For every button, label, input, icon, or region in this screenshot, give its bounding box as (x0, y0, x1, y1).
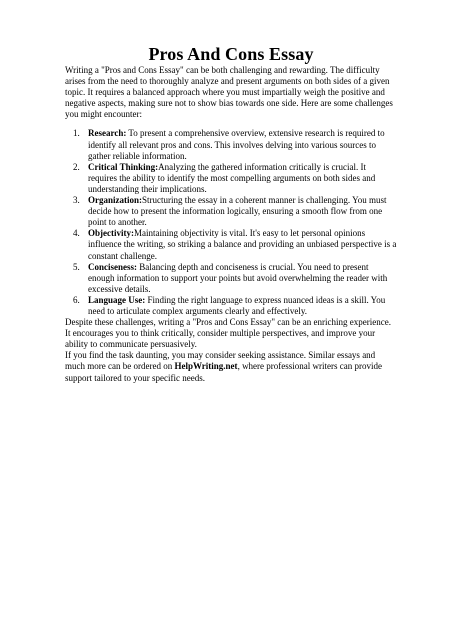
list-item (65, 295, 397, 317)
list-item-number: 1. (73, 128, 80, 139)
intro-paragraph: Writing a "Pros and Cons Essay" can be both challenging and rewarding. The difficulty arises from the need to thoroughly analyze and present arguments on both sides of a given topic. It requires a balanced approach where you must impartially weigh the positive and negative aspects, making sure not to show bias towards one side. Here are some challenges you might encounter: (65, 65, 393, 120)
list-item (65, 228, 397, 261)
list-item-text: To present a comprehensive overview, extensive research is required to identify all relevant pros and cons. This involves delving into various sources to gather reliable information. (88, 128, 385, 161)
list-item-text: Balancing depth and conciseness is crucial. You need to present enough information to support your points but avoid overwhelming the reader with excessive details. (88, 261, 388, 294)
assistance-text-after: , where professional writers can provide support tailored to your specific needs. (65, 361, 383, 383)
list-item (65, 195, 397, 228)
list-item-text: Analyzing the gathered information critically is crucial. It requires the ability to identify the most compelling arguments on both sides and understanding their implications. (88, 161, 376, 194)
list-item-term: Critical Thinking: (88, 161, 159, 172)
closing-paragraph: Despite these challenges, writing a "Pros and Cons Essay" can be an enriching experience. It encourages you to think critically, consider multiple perspectives, and improve your ability to communicate persuasively. (65, 317, 391, 350)
list-item-number: 6. (73, 294, 80, 305)
list-item-term: Organization: (88, 195, 142, 206)
list-item-number: 4. (73, 228, 80, 239)
list-item-text: Maintaining objectivity is vital. It's easy to let personal opinions influence the writing, so striking a balance and providing an unbiased perspective is a constant challenge. (88, 228, 397, 261)
list-item (65, 262, 397, 295)
list-item (65, 162, 397, 195)
helpwriting-link[interactable]: HelpWriting.net (174, 361, 238, 372)
list-item-term: Objectivity: (88, 228, 134, 239)
assistance-paragraph (65, 350, 397, 383)
list-item-term: Conciseness: (88, 261, 137, 272)
list-item (65, 128, 397, 161)
list-item-number: 3. (73, 195, 80, 206)
list-item-text: Finding the right language to express nuanced ideas is a skill. You need to articulate complex arguments clearly and effectively. (88, 294, 386, 316)
list-item-number: 5. (73, 261, 80, 272)
document-title: Pros And Cons Essay (148, 44, 314, 64)
list-item-text: Structuring the essay in a coherent manner is challenging. You must decide how to present the information logically, ensuring a smooth flow from one point to another. (88, 195, 387, 228)
assistance-text-before: If you find the task daunting, you may consider seeking assistance. Similar essays and much more can be ordered on (65, 350, 376, 372)
list-item-term: Research: (88, 128, 127, 139)
challenges-list (65, 128, 397, 317)
list-item-term: Language Use: (88, 294, 146, 305)
list-item-number: 2. (73, 161, 80, 172)
